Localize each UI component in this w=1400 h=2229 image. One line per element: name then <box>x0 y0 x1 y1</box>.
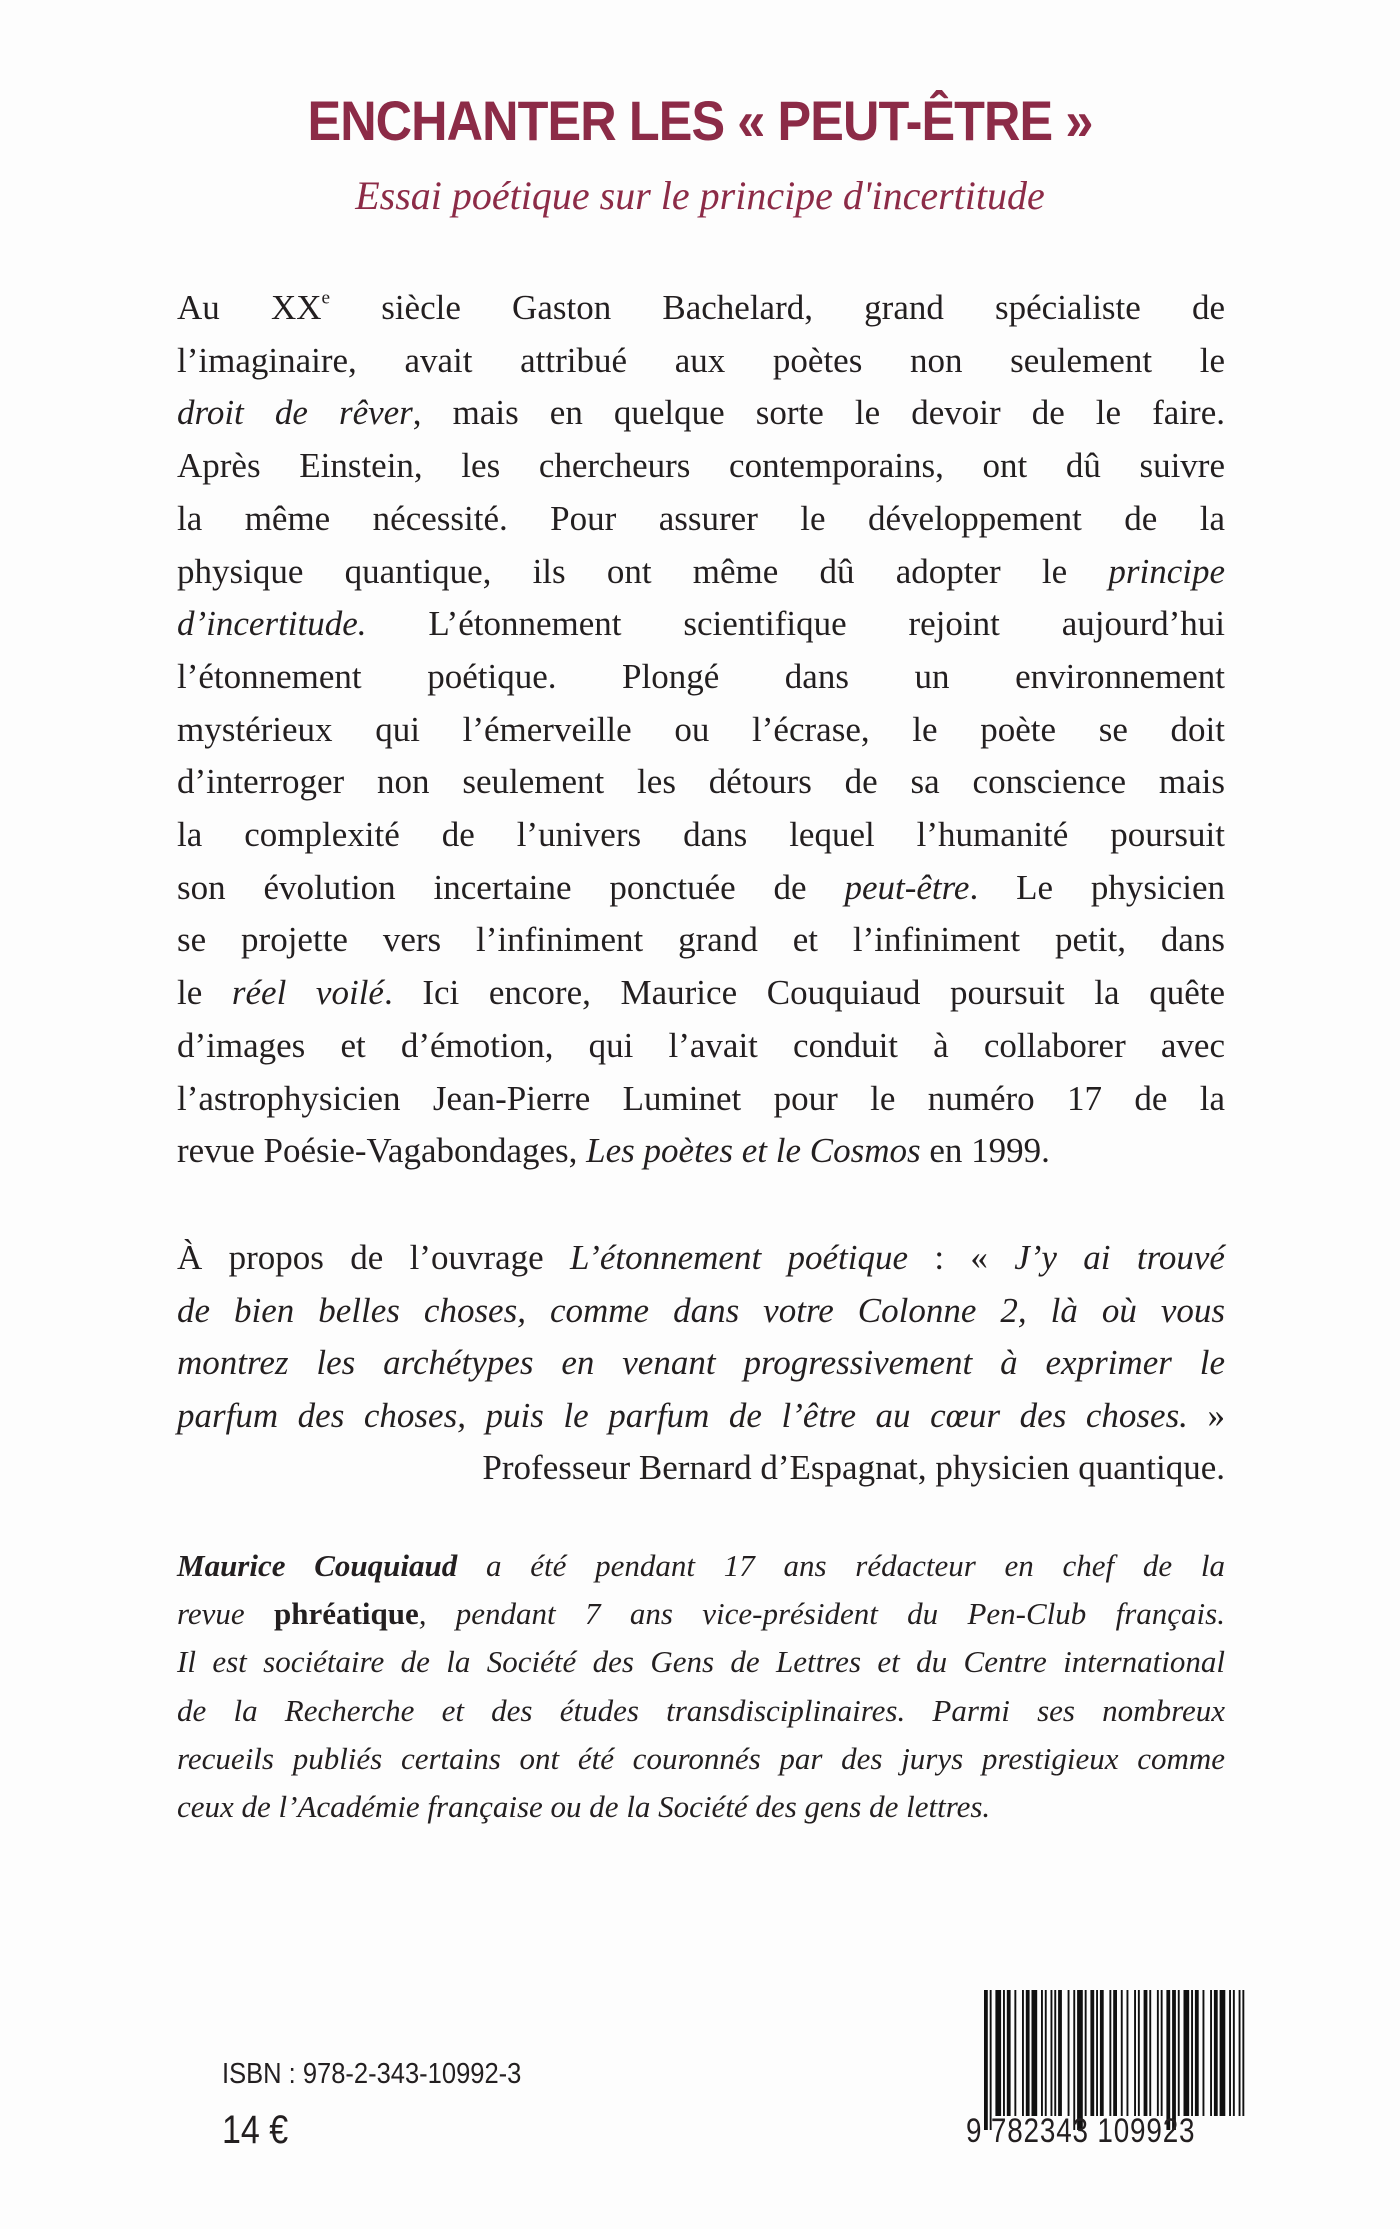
text-segment: Il est sociétaire de la Société des Gens de Lettres et du Centre international <box>177 1644 1225 1680</box>
text-line <box>177 1020 1225 1073</box>
text-segment: se projette vers l’infiniment grand et l’infiniment petit, dans <box>177 920 1225 960</box>
text-line <box>177 1783 1225 1831</box>
barcode-bar <box>1068 1990 1070 2116</box>
text-segment: Au XX <box>177 288 322 327</box>
text-segment: revue <box>177 1596 275 1632</box>
text-segment: l’imaginaire, avait attribué aux poètes non seulement le <box>177 340 1225 380</box>
text-segment: son évolution incertaine ponctuée de <box>177 867 845 907</box>
barcode-bar <box>1191 1990 1193 2116</box>
text-segment: L’étonnement scientifique rejoint aujourd’hui <box>366 604 1225 644</box>
text-segment: d’incertitude. <box>177 604 367 644</box>
quote-attribution: Professeur Bernard d’Espagnat, physicien quantique. <box>482 1448 1225 1487</box>
text-segment: , mais en quelque sorte le devoir de le faire. <box>412 393 1225 433</box>
quote-paragraph <box>177 1232 1225 1495</box>
text-segment: le <box>177 973 232 1013</box>
text-segment: réel voilé <box>231 973 384 1013</box>
barcode-bar <box>1161 1990 1163 2116</box>
text-segment: l’étonnement poétique. Plongé dans un environnement <box>177 656 1225 696</box>
barcode-bar <box>1134 1990 1136 2116</box>
text-segment: l’astrophysicien Jean-Pierre Luminet pour le numéro 17 de la <box>177 1078 1225 1118</box>
text-segment: e <box>321 287 331 309</box>
barcode-bar <box>1121 1990 1123 2116</box>
text-line <box>177 1735 1225 1783</box>
text-line <box>177 1542 1225 1590</box>
barcode-bar <box>1051 1990 1053 2116</box>
text-segment: Après Einstein, les chercheurs contemporains, ont dû suivre <box>177 446 1225 486</box>
barcode-bar <box>1085 1990 1087 2116</box>
text-line <box>177 1590 1225 1638</box>
text-line <box>177 1390 1225 1443</box>
text-segment: ceux de l’Académie française ou de la Société des gens de lettres. <box>177 1789 991 1825</box>
book-title: ENCHANTER LES « PEUT-ÊTRE » <box>307 89 1093 152</box>
text-segment: peut-être <box>844 867 970 907</box>
barcode-bar <box>1073 1990 1075 2130</box>
barcode-bar <box>1127 1990 1129 2116</box>
barcode-bar <box>1229 1990 1231 2116</box>
barcode-bar <box>1172 1990 1176 2130</box>
text-line <box>177 1073 1225 1126</box>
text-segment: . Le physicien <box>969 867 1225 907</box>
barcode-bar <box>1113 1990 1117 2116</box>
barcode-bar <box>1157 1990 1159 2116</box>
barcode-bar <box>1007 1990 1011 2116</box>
text-line <box>177 282 1225 335</box>
barcode-bar <box>1090 1990 1094 2116</box>
text-segment: Maurice Couquiaud <box>177 1548 458 1583</box>
text-segment: montrez les archétypes en venant progressivement à exprimer le <box>177 1343 1225 1382</box>
text-segment: phréatique <box>274 1596 419 1632</box>
barcode-bar <box>1026 1990 1030 2116</box>
text-segment: physique quantique, ils ont même dû adopter le <box>177 551 1109 591</box>
text-line <box>177 1638 1225 1686</box>
price: 14 € <box>222 2108 289 2152</box>
barcode-bar <box>1041 1990 1043 2116</box>
barcode-bar <box>1109 1990 1111 2116</box>
text-line <box>177 862 1225 915</box>
text-line <box>177 1232 1225 1285</box>
barcode-bar <box>984 1990 988 2130</box>
text-line <box>177 1687 1225 1735</box>
text-segment: » <box>1187 1395 1225 1435</box>
text-line <box>177 1285 1225 1338</box>
barcode-bar <box>1149 1990 1151 2116</box>
barcode-bar <box>1077 1990 1083 2130</box>
text-segment: siècle Gaston Bachelard, grand spécialiste de <box>330 288 1225 327</box>
barcode <box>966 1990 1250 2160</box>
barcode-bar <box>1242 1990 1244 2116</box>
text-segment: de la Recherche et des études transdisciplinaires. Parmi ses nombreux <box>177 1692 1225 1728</box>
text-line <box>177 440 1225 493</box>
text-segment: d’interroger non seulement les détours de sa conscience mais <box>177 762 1225 802</box>
barcode-bar <box>1214 1990 1218 2116</box>
isbn: ISBN : 978-2-343-10992-3 <box>222 2058 522 2090</box>
text-segment: en 1999. <box>920 1131 1050 1171</box>
barcode-bar <box>1203 1990 1205 2116</box>
barcode-bar <box>1195 1990 1199 2116</box>
text-line <box>177 1337 1225 1390</box>
barcode-bar <box>1178 1990 1180 2116</box>
text-segment: : « <box>908 1238 1015 1277</box>
book-subtitle: Essai poétique sur le principe d'incertitude <box>355 173 1045 218</box>
barcode-bar <box>1014 1990 1016 2116</box>
text-segment: L’étonnement poétique <box>570 1238 909 1277</box>
barcode-bar <box>1233 1990 1235 2116</box>
barcode-bar <box>1022 1990 1024 2116</box>
text-segment: J’y ai trouvé <box>1014 1238 1225 1277</box>
barcode-bar <box>1003 1990 1005 2116</box>
summary-paragraph <box>177 282 1225 1178</box>
text-line <box>177 967 1225 1020</box>
text-line <box>177 598 1225 651</box>
text-segment: , pendant 7 ans vice-président du Pen-Club français. <box>418 1596 1225 1632</box>
barcode-bar <box>1210 1990 1212 2116</box>
barcode-bar <box>990 1990 992 2130</box>
barcode-bar <box>1058 1990 1062 2116</box>
barcode-bar <box>1045 1990 1047 2116</box>
text-segment: d’images et d’émotion, qui l’avait conduit à collaborer avec <box>177 1025 1225 1065</box>
barcode-bar <box>1054 1990 1056 2116</box>
text-segment: . Ici encore, Maurice Couquiaud poursuit la quête <box>383 973 1225 1013</box>
barcode-bar <box>1239 1990 1241 2116</box>
text-segment: mystérieux qui l’émerveille ou l’écrase, le poète se doit <box>177 709 1225 749</box>
text-line <box>177 335 1225 388</box>
text-segment: la même nécessité. Pour assurer le développement de la <box>177 498 1225 538</box>
text-segment: la complexité de l’univers dans lequel l’humanité poursuit <box>177 815 1225 855</box>
barcode-bar <box>1032 1990 1038 2116</box>
text-line <box>177 387 1225 440</box>
text-segment: droit de rêver <box>177 393 413 433</box>
barcode-bar <box>1166 1990 1170 2130</box>
text-line <box>177 756 1225 809</box>
text-segment: a été pendant 17 ans rédacteur en chef de la <box>457 1548 1226 1583</box>
author-bio-paragraph <box>177 1542 1225 1831</box>
text-segment: de bien belles choses, comme dans votre Colonne 2, là où vous <box>177 1290 1225 1330</box>
barcode-bar <box>1096 1990 1098 2116</box>
text-segment: principe <box>1108 551 1225 591</box>
text-segment: À propos de l’ouvrage <box>177 1238 571 1277</box>
text-line <box>177 1125 1225 1178</box>
text-line <box>177 493 1225 546</box>
text-line <box>177 704 1225 757</box>
barcode-bar <box>1138 1990 1140 2116</box>
text-line <box>177 651 1225 704</box>
barcode-bar <box>1100 1990 1104 2116</box>
text-line <box>177 914 1225 967</box>
text-segment: recueils publiés certains ont été couronnés par des jurys prestigieux comme <box>177 1740 1225 1776</box>
text-segment: parfum des choses, puis le parfum de l’être au cœur des choses. <box>177 1395 1188 1435</box>
barcode-digits: 9 782343 109923 <box>966 2112 1196 2150</box>
text-segment: Les poètes et le Cosmos <box>586 1131 921 1171</box>
barcode-bar <box>1184 1990 1190 2116</box>
barcode-bar <box>1220 1990 1226 2116</box>
barcode-bar <box>995 1990 1001 2116</box>
text-line <box>177 809 1225 862</box>
text-segment: revue Poésie-Vagabondages, <box>177 1131 587 1171</box>
text-line <box>177 546 1225 599</box>
barcode-bar <box>1144 1990 1148 2116</box>
